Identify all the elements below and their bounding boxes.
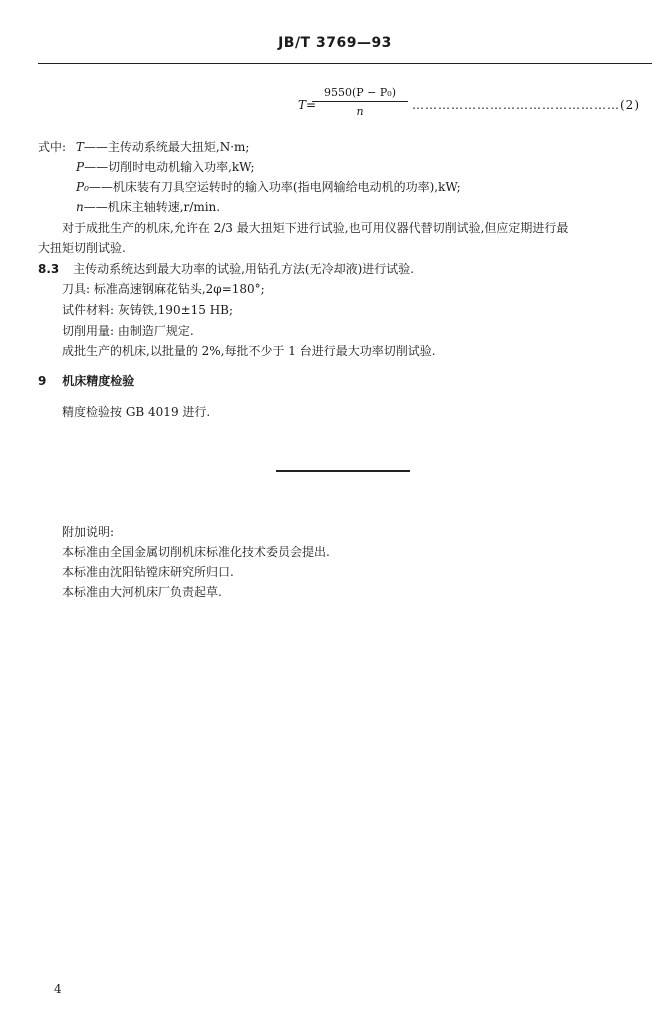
section-number: 9: [38, 374, 47, 388]
section-9-body: 精度检验按 GB 4019 进行.: [62, 405, 211, 419]
appendix-line: 本标准由全国金属切削机床标准化技术委员会提出.: [62, 545, 330, 559]
paragraph-line: 对于成批生产的机床,允许在 2/3 最大扭矩下进行试验,也可用仪器代替切削试验,但应定期进行最: [62, 221, 569, 235]
appendix-line: 本标准由沈阳钻镗床研究所归口.: [62, 565, 234, 579]
definition-text: ——切削时电动机输入功率,kW;: [84, 160, 255, 174]
section-line: 试件材料: 灰铸铁,190±15 HB;: [62, 303, 234, 317]
definition-prefix: 式中:: [38, 140, 67, 154]
formula-numerator: 9550(P − P₀): [324, 86, 396, 99]
fraction-bar: [312, 101, 408, 102]
appendix-title: 附加说明:: [62, 525, 115, 539]
section-8-3-heading: [38, 260, 414, 277]
section-line: 切削用量: 由制造厂规定.: [62, 324, 194, 338]
section-title: 主传动系统达到最大功率的试验,用钻孔方法(无冷却液)进行试验.: [73, 262, 415, 276]
paragraph-line: 大扭矩切削试验.: [38, 241, 126, 255]
page-header: JB/T 3769—93: [278, 35, 392, 51]
definition-text: ——主传动系统最大扭矩,N·m;: [83, 140, 250, 154]
section-9-heading: [38, 372, 134, 389]
header-rule: [38, 63, 652, 64]
formula-denominator: n: [356, 105, 364, 118]
definition-row: [76, 178, 461, 195]
definition-row: [76, 198, 220, 215]
page-number: 4: [54, 982, 62, 996]
end-rule: [276, 470, 410, 472]
definition-text: ——机床装有刀具空运转时的输入功率(指电网输给电动机的功率),kW;: [88, 180, 461, 194]
definition-symbol: P: [76, 160, 85, 174]
definition-row: [76, 158, 255, 175]
formula-lhs: T=: [298, 98, 317, 112]
section-line: 成批生产的机床,以批量的 2%,每批不少于 1 台进行最大功率切削试验.: [62, 344, 436, 358]
definition-symbol: P₀: [76, 180, 89, 194]
section-line: 刀具: 标准高速钢麻花钻头,2φ=180°;: [62, 282, 265, 296]
appendix-line: 本标准由大河机床厂负责起草.: [62, 585, 222, 599]
formula-leader-number: …………………………………………(2): [412, 98, 640, 112]
definition-symbol: T: [75, 140, 84, 154]
definition-row: [38, 138, 249, 155]
definition-symbol: n: [76, 200, 84, 214]
definition-text: ——机床主轴转速,r/min.: [83, 200, 221, 214]
section-title: 机床精度检验: [62, 374, 135, 388]
section-number: 8.3: [38, 262, 60, 276]
formula-fraction: [312, 86, 408, 118]
